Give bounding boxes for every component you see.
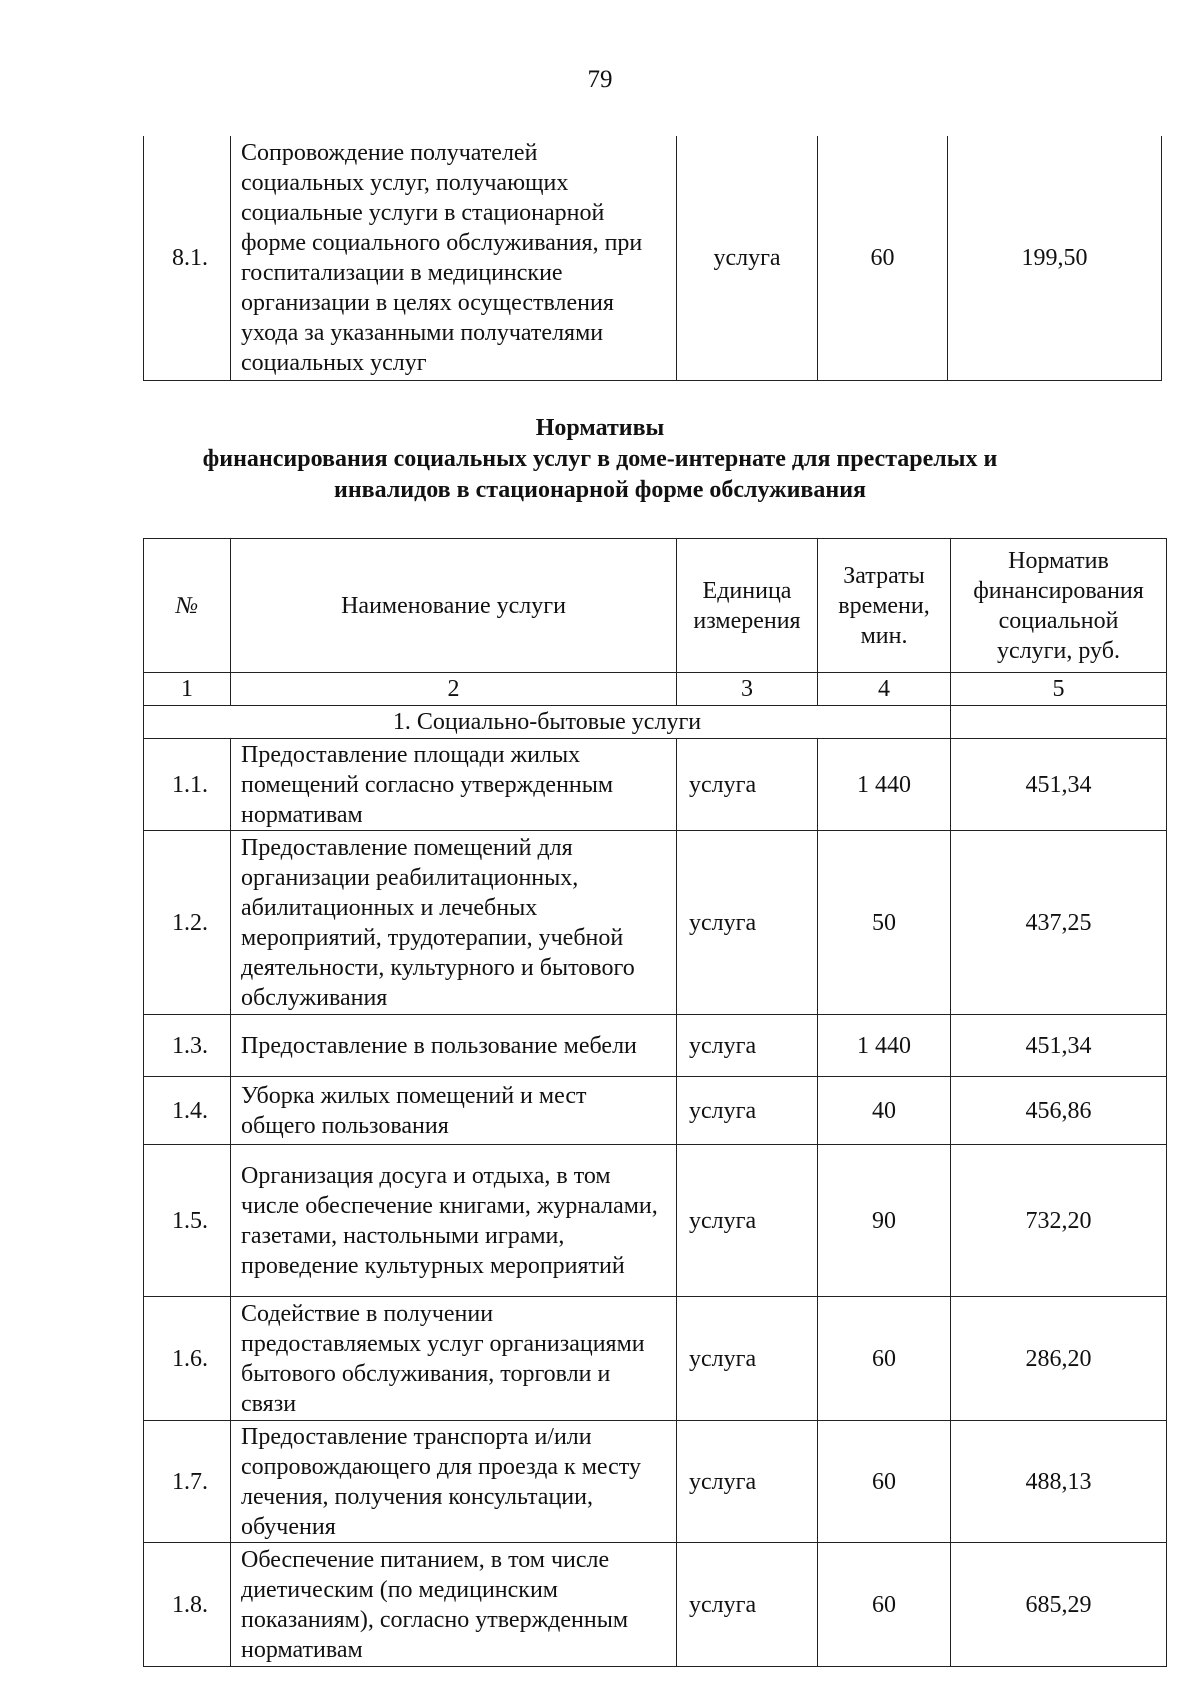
header-name: Наименование услуги: [231, 539, 677, 673]
norm-cell: 456,86: [951, 1077, 1167, 1145]
unit-cell: услуга: [677, 1015, 818, 1077]
table-row: [144, 831, 1167, 1015]
table-row: [144, 1543, 1167, 1667]
service-name: Сопровождение получателей социальных услуг, получающих социальные услуги в стационарной форме социального обслуживания, при госпитализации в медицинские организации в целях осуществления ухода за указанными получателями социальных услуг: [231, 136, 677, 380]
section-subtitle-line2: инвалидов в стационарной форме обслуживания: [333, 477, 867, 503]
time-cell: 60: [818, 1421, 951, 1543]
time-cell: 1 440: [818, 1015, 951, 1077]
unit-cell: услуга: [677, 136, 818, 380]
unit-cell: услуга: [677, 831, 818, 1015]
header-norm: Норматив финансирования социальной услуги, руб.: [951, 539, 1167, 673]
time-cell: 90: [818, 1145, 951, 1297]
header-unit: Единица измерения: [677, 539, 818, 673]
unit-cell: услуга: [677, 1145, 818, 1297]
row-number: 1.5.: [144, 1145, 231, 1297]
unit-cell: услуга: [677, 739, 818, 831]
time-cell: 60: [818, 136, 948, 380]
page-number: 79: [587, 66, 613, 93]
time-cell: 1 440: [818, 739, 951, 831]
unit-cell: услуга: [677, 1421, 818, 1543]
row-number: 1.8.: [144, 1543, 231, 1667]
norm-cell: 488,13: [951, 1421, 1167, 1543]
norm-cell: 451,34: [951, 1015, 1167, 1077]
table-row: [144, 1015, 1167, 1077]
section-subtitle-line1: финансирования социальных услуг в доме-интернате для престарелых и: [202, 446, 998, 472]
service-name: Предоставление помещений для организации реабилитационных, абилитационных и лечебных мероприятий, трудотерапии, учебной деятельности, культурного и бытового обслуживания: [231, 831, 677, 1015]
service-name: Предоставление транспорта и/или сопровождающего для проезда к месту лечения, получения консультации, обучения: [231, 1421, 677, 1543]
time-cell: 60: [818, 1543, 951, 1667]
row-number: 1.3.: [144, 1015, 231, 1077]
row-number: 1.7.: [144, 1421, 231, 1543]
table-row: [144, 1145, 1167, 1297]
unit-cell: услуга: [677, 1297, 818, 1421]
column-number: 1: [144, 673, 231, 706]
empty-cell: [951, 706, 1167, 739]
column-numbers-row: [144, 673, 1167, 706]
time-cell: 40: [818, 1077, 951, 1145]
column-number: 4: [818, 673, 951, 706]
section-title: Нормативы: [535, 415, 665, 441]
column-number: 5: [951, 673, 1167, 706]
table-row: [144, 1421, 1167, 1543]
header-row: [144, 539, 1167, 673]
service-name: Уборка жилых помещений и мест общего пользования: [231, 1077, 677, 1145]
section-row: [144, 706, 1167, 739]
row-number: 1.1.: [144, 739, 231, 831]
norms-table: [143, 538, 1167, 1667]
time-cell: 50: [818, 831, 951, 1015]
service-name: Обеспечение питанием, в том числе диетическим (по медицинским показаниям), согласно утвержденным нормативам: [231, 1543, 677, 1667]
norm-cell: 451,34: [951, 739, 1167, 831]
header-no: №: [144, 539, 231, 673]
norm-cell: 437,25: [951, 831, 1167, 1015]
header-time: Затраты времени, мин.: [818, 539, 951, 673]
norm-cell: 732,20: [951, 1145, 1167, 1297]
row-number: 8.1.: [144, 136, 231, 380]
unit-cell: услуга: [677, 1077, 818, 1145]
table-row: [144, 739, 1167, 831]
norm-cell: 286,20: [951, 1297, 1167, 1421]
unit-cell: услуга: [677, 1543, 818, 1667]
continued-table: [143, 136, 1162, 381]
table-row: [144, 1297, 1167, 1421]
table-row: [144, 1077, 1167, 1145]
service-name: Предоставление площади жилых помещений согласно утвержденным нормативам: [231, 739, 677, 831]
service-name: Организация досуга и отдыха, в том числе обеспечение книгами, журналами, газетами, настольными играми, проведение культурных мероприятий: [231, 1145, 677, 1297]
norm-cell: 199,50: [948, 136, 1162, 380]
table-row: [144, 136, 1162, 380]
service-name: Содействие в получении предоставляемых услуг организациями бытового обслуживания, торговли и связи: [231, 1297, 677, 1421]
section-heading: 1. Социально-бытовые услуги: [144, 706, 951, 739]
row-number: 1.6.: [144, 1297, 231, 1421]
column-number: 3: [677, 673, 818, 706]
service-name: Предоставление в пользование мебели: [231, 1015, 677, 1077]
row-number: 1.2.: [144, 831, 231, 1015]
norm-cell: 685,29: [951, 1543, 1167, 1667]
column-number: 2: [231, 673, 677, 706]
row-number: 1.4.: [144, 1077, 231, 1145]
time-cell: 60: [818, 1297, 951, 1421]
